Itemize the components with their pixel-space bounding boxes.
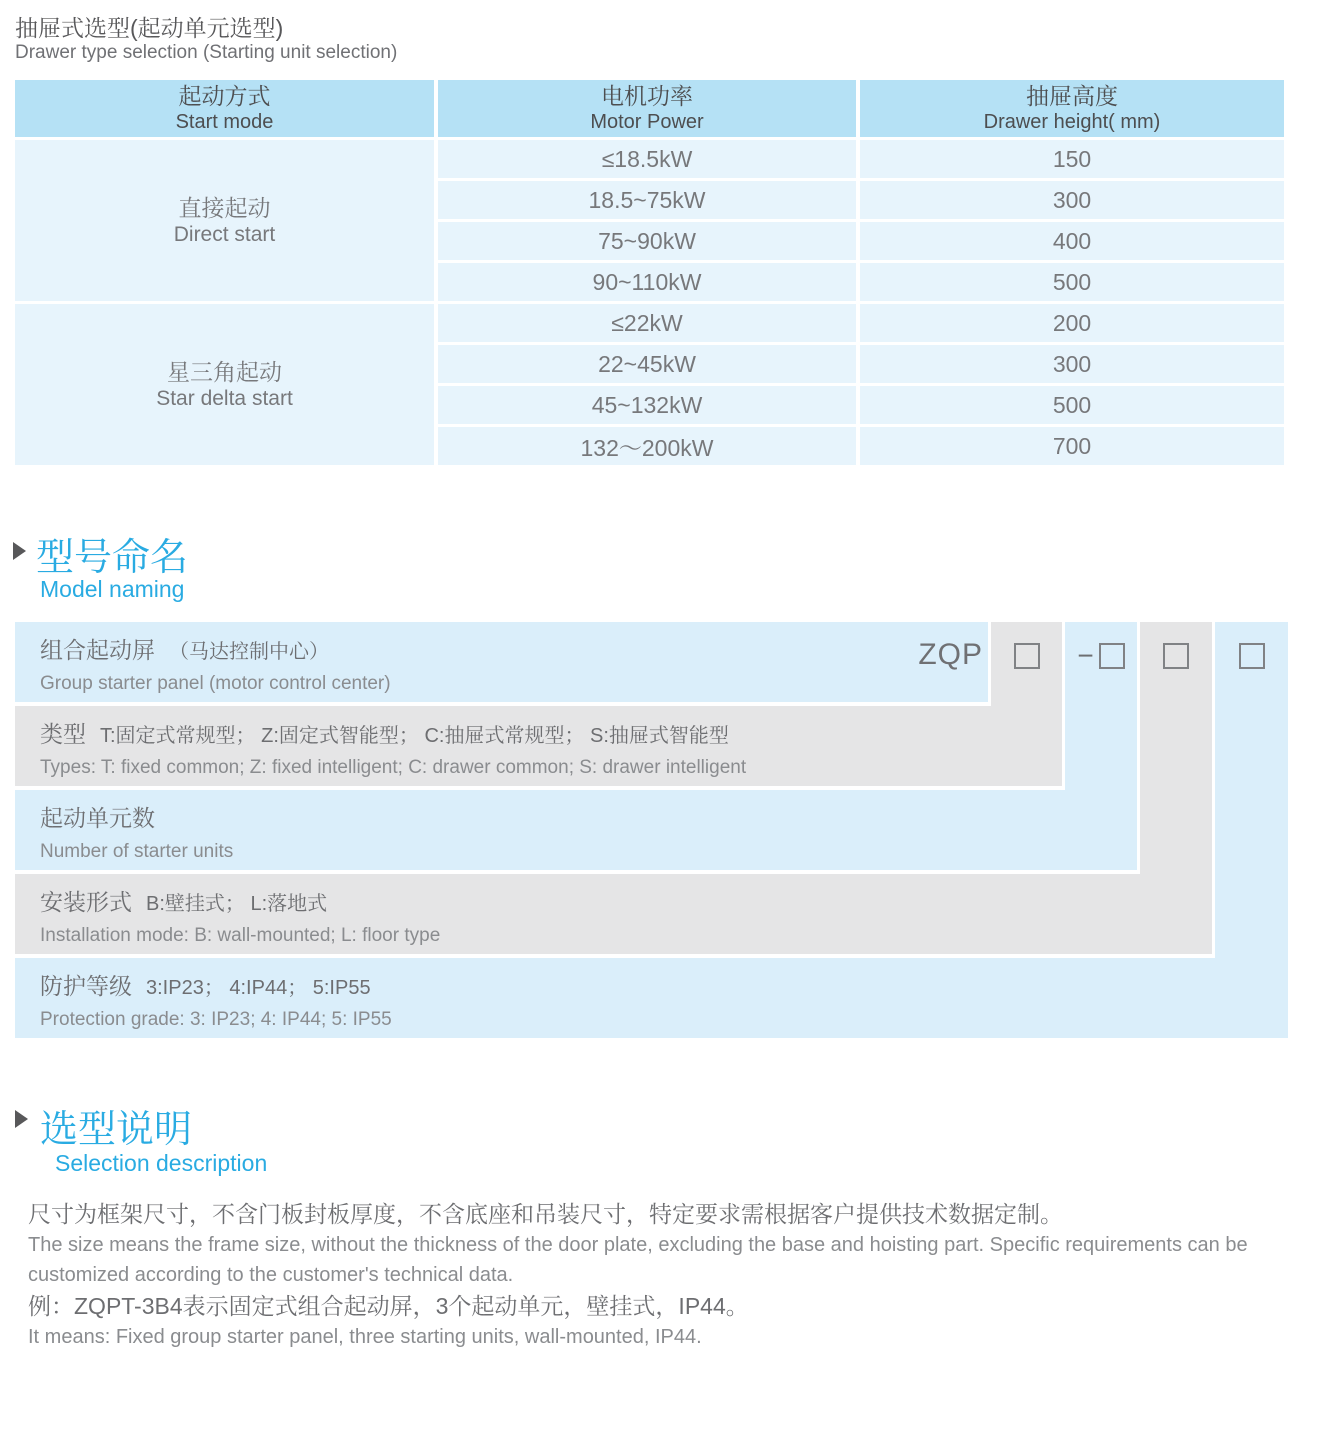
model-row-detail-cn: （马达控制中心） — [169, 641, 329, 663]
model-code-box-icon — [1163, 643, 1189, 669]
model-code-box-icon — [1099, 643, 1125, 669]
power-cell: 90~110kW — [438, 263, 856, 301]
column-header-drawer-height — [860, 80, 1284, 137]
column-header-en: Start mode — [175, 111, 274, 133]
group-cell-direct-start — [15, 140, 434, 301]
model-row-label-en: Installation mode: B: wall-mounted; L: floor type — [40, 925, 441, 946]
group-label-en: Direct start — [173, 222, 276, 246]
section-heading-model-naming: 型号命名 — [36, 537, 189, 579]
height-cell: 500 — [860, 386, 1284, 424]
model-code-dash: − — [1077, 640, 1094, 671]
section-heading-selection-description: 选型说明 — [40, 1109, 193, 1151]
height-cell: 200 — [860, 304, 1284, 342]
height-cell: 300 — [860, 345, 1284, 383]
description-line: It means: Fixed group starter panel, three starting units, wall-mounted, IP44. — [28, 1326, 702, 1348]
model-row-detail-cn: 3:IP23； 4:IP44； 5:IP55 — [146, 977, 371, 999]
model-naming-diagram — [15, 622, 1288, 1038]
model-code-prefix: ZQP — [918, 638, 983, 671]
power-cell: ≤18.5kW — [438, 140, 856, 178]
model-row-label-cn: 安装形式 — [40, 889, 132, 915]
drawer-selection-table — [15, 80, 1284, 465]
model-code-box-icon — [1014, 643, 1040, 669]
model-row-label-cn: 类型 — [40, 721, 86, 747]
height-cell: 500 — [860, 263, 1284, 301]
height-cell: 300 — [860, 181, 1284, 219]
model-row-detail-cn: B:壁挂式； L:落地式 — [146, 893, 328, 915]
model-row-group-starter-panel — [15, 622, 988, 702]
description-line: 例：ZQPT-3B4表示固定式组合起动屏，3个起动单元，壁挂式，IP44。 — [28, 1293, 749, 1319]
column-header-cn: 抽屉高度 — [1026, 83, 1118, 109]
section-subheading-selection-description: Selection description — [55, 1150, 268, 1176]
power-cell: 22~45kW — [438, 345, 856, 383]
model-code-slot-protection — [1215, 642, 1288, 670]
group-label-cn: 星三角起动 — [167, 358, 282, 385]
column-header-motor-power — [438, 80, 856, 137]
power-cell: 75~90kW — [438, 222, 856, 260]
height-cell: 150 — [860, 140, 1284, 178]
model-code-column-installation — [1140, 622, 1212, 954]
column-header-en: Drawer height( mm) — [983, 111, 1161, 133]
page-subtitle: Drawer type selection (Starting unit selection) — [15, 42, 398, 63]
model-row-protection-grade — [15, 958, 1288, 1038]
column-header-start-mode — [15, 80, 434, 137]
selection-description-text — [28, 1198, 1300, 1352]
section-arrow-icon — [15, 1110, 28, 1128]
model-row-label-en: Group starter panel (motor control center) — [40, 673, 391, 694]
model-row-types — [15, 706, 1062, 786]
power-cell: 18.5~75kW — [438, 181, 856, 219]
model-row-detail-cn: T:固定式常规型； Z:固定式智能型； C:抽屉式常规型； S:抽屉式智能型 — [100, 725, 729, 747]
model-code-box-icon — [1239, 643, 1265, 669]
column-header-cn: 电机功率 — [601, 83, 693, 109]
power-cell: 132～200kW — [438, 427, 856, 465]
model-row-label-en: Number of starter units — [40, 841, 234, 862]
group-label-en: Star delta start — [156, 386, 293, 410]
model-code-column-protection — [1215, 622, 1288, 1038]
model-row-label-cn: 组合起动屏 — [40, 637, 155, 663]
model-row-label-en: Types: T: fixed common; Z: fixed intelligent; C: drawer common; S: drawer intelligent — [40, 757, 747, 778]
section-subheading-model-naming: Model naming — [40, 576, 185, 602]
height-cell: 400 — [860, 222, 1284, 260]
model-code-slot-units — [1065, 642, 1137, 670]
model-row-label-en: Protection grade: 3: IP23; 4: IP44; 5: IP55 — [40, 1009, 392, 1030]
model-row-label-cn: 防护等级 — [40, 973, 132, 999]
description-line: The size means the frame size, without the thickness of the door plate, excluding the base and hoisting part. Specific requirements can be — [28, 1234, 1248, 1256]
model-row-installation-mode — [15, 874, 1212, 954]
model-code-slot-type — [991, 642, 1062, 670]
model-row-label-cn: 起动单元数 — [40, 805, 155, 831]
group-label-cn: 直接起动 — [178, 194, 271, 221]
description-line: customized according to the customer's technical data. — [28, 1264, 514, 1286]
description-line: 尺寸为框架尺寸，不含门板封板厚度，不含底座和吊装尺寸，特定要求需根据客户提供技术数据定制。 — [28, 1201, 1063, 1227]
column-header-cn: 起动方式 — [178, 83, 271, 109]
section-arrow-icon — [13, 542, 26, 560]
height-cell: 700 — [860, 427, 1284, 465]
power-cell: ≤22kW — [438, 304, 856, 342]
page-title: 抽屉式选型(起动单元选型) — [15, 15, 284, 41]
power-cell: 45~132kW — [438, 386, 856, 424]
column-header-en: Motor Power — [590, 111, 704, 133]
group-cell-star-delta-start — [15, 304, 434, 465]
model-row-starter-units — [15, 790, 1137, 870]
model-code-slot-installation — [1140, 642, 1212, 670]
